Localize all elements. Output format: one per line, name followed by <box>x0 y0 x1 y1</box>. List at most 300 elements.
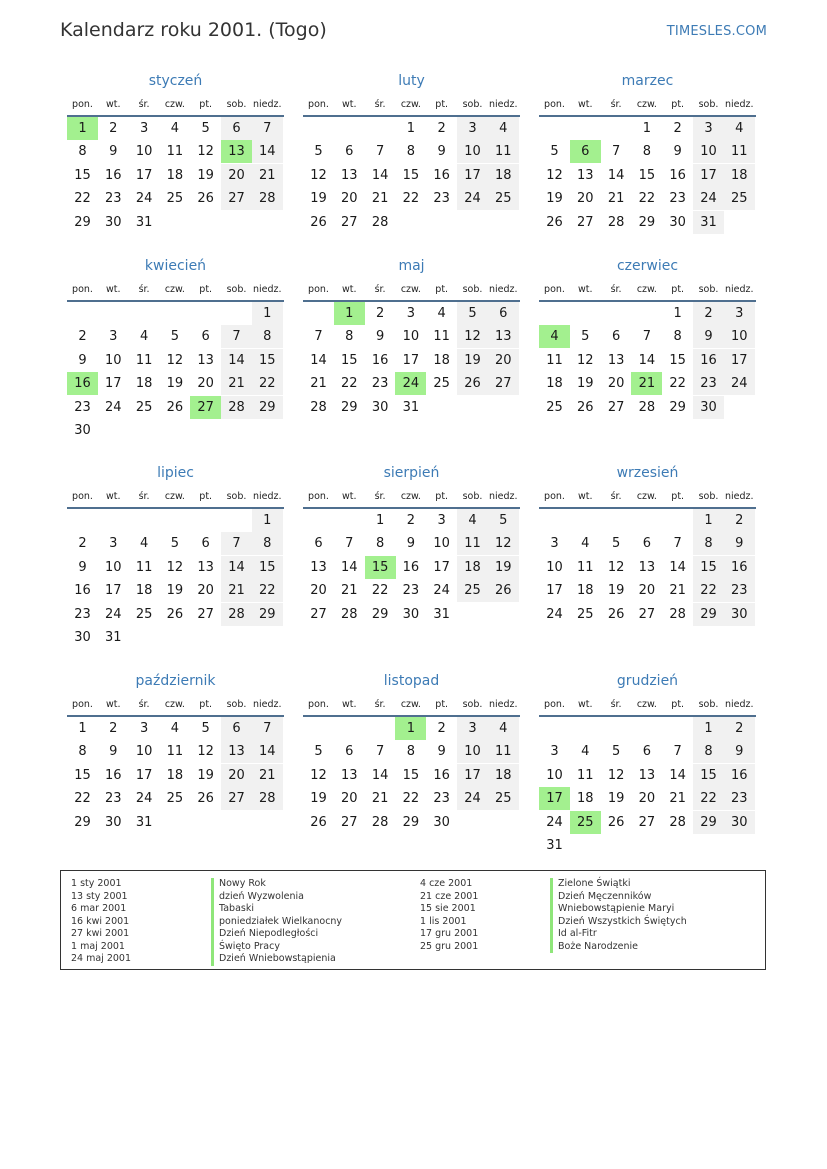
day-cell: 27 <box>577 214 594 230</box>
day-cell: 29 <box>371 606 389 622</box>
month-name: styczeń <box>148 73 203 89</box>
day-cell: 28 <box>341 606 358 622</box>
day-cell: 29 <box>252 396 283 419</box>
day-cell: 24 <box>457 187 488 210</box>
day-cell: 13 <box>607 352 625 368</box>
day-cell: 21 <box>371 791 389 807</box>
day-cell: 12 <box>310 167 327 183</box>
day-cell: 15 <box>402 767 420 783</box>
day-cell: 12 <box>166 352 184 368</box>
day-cell: 23 <box>724 579 755 602</box>
holiday-day-cell: 15 <box>365 556 396 579</box>
day-cell: 18 <box>724 164 755 187</box>
day-cell: 6 <box>221 117 252 140</box>
day-cell: 13 <box>341 767 358 783</box>
legend-holiday-name: Tabaski <box>211 903 342 916</box>
weekday-label: niedz. <box>725 284 754 295</box>
weekday-label: śr. <box>374 284 386 295</box>
day-cell: 16 <box>371 352 389 368</box>
day-cell: 8 <box>673 329 682 345</box>
weekday-label: śr. <box>138 699 150 710</box>
day-cell: 8 <box>693 532 724 555</box>
legend-holiday-name: Boże Narodzenie <box>550 941 687 954</box>
day-cell: 30 <box>74 630 91 645</box>
legend-holiday-name: poniedziałek Wielkanocny <box>211 916 342 929</box>
day-cell: 19 <box>607 583 625 599</box>
day-cell: 16 <box>105 767 122 783</box>
weekday-label: niedz. <box>725 491 754 502</box>
day-cell: 12 <box>310 767 327 783</box>
legend-holiday-name: Zielone Świątki <box>550 878 687 891</box>
day-cell: 24 <box>546 606 563 622</box>
weekday-label: pon. <box>544 284 565 295</box>
day-cell: 15 <box>74 767 91 783</box>
weekday-label: czw. <box>636 699 657 710</box>
day-cell: 30 <box>693 396 724 419</box>
weekday-label: sob. <box>226 491 247 502</box>
day-cell: 10 <box>457 140 488 163</box>
day-cell: 3 <box>457 717 488 740</box>
holiday-day-cell: 16 <box>67 372 98 395</box>
day-cell: 20 <box>488 349 519 372</box>
day-cell: 22 <box>74 791 91 807</box>
legend-holiday-date: 1 lis 2001 <box>420 915 467 927</box>
day-cell: 19 <box>310 191 327 207</box>
weekday-label: niedz. <box>253 284 282 295</box>
day-cell: 25 <box>488 187 519 210</box>
day-cell: 30 <box>105 214 122 230</box>
legend-holiday-date: 13 sty 2001 <box>71 890 128 902</box>
weekday-label: pt. <box>671 284 685 295</box>
weekday-label: sob. <box>698 491 719 502</box>
day-cell: 5 <box>457 302 488 325</box>
day-cell: 20 <box>197 376 214 392</box>
day-cell: 15 <box>693 764 724 787</box>
day-cell: 31 <box>433 606 450 622</box>
day-cell: 8 <box>375 536 385 552</box>
weekday-label: czw. <box>400 491 421 502</box>
day-cell: 9 <box>437 144 446 160</box>
day-cell: 23 <box>433 791 450 807</box>
day-cell: 20 <box>310 583 327 599</box>
weekday-label: śr. <box>374 491 386 502</box>
month-name: październik <box>135 673 216 689</box>
day-cell: 9 <box>375 329 385 345</box>
day-cell: 14 <box>607 167 625 183</box>
day-cell: 8 <box>78 144 87 160</box>
day-cell: 4 <box>488 117 519 140</box>
day-cell: 11 <box>488 140 519 163</box>
day-cell: 23 <box>74 399 91 415</box>
day-cell: 10 <box>135 744 153 760</box>
day-cell: 5 <box>201 121 210 136</box>
weekday-label: wt. <box>342 699 357 710</box>
day-cell: 1 <box>375 513 385 528</box>
day-cell: 26 <box>166 606 184 622</box>
day-cell: 10 <box>402 329 420 345</box>
day-cell: 2 <box>406 513 416 528</box>
day-cell: 19 <box>166 376 184 392</box>
day-cell: 14 <box>252 140 283 163</box>
weekday-label: czw. <box>164 699 185 710</box>
day-cell: 26 <box>197 191 214 207</box>
day-cell: 31 <box>546 838 563 853</box>
day-cell: 12 <box>488 532 519 555</box>
day-cell: 15 <box>74 167 91 183</box>
day-cell: 11 <box>166 144 184 160</box>
weekday-label: pon. <box>544 491 565 502</box>
weekday-label: sob. <box>226 99 247 110</box>
day-cell: 20 <box>221 164 252 187</box>
day-cell: 26 <box>166 399 184 415</box>
holiday-day-cell: 6 <box>570 140 601 163</box>
day-cell: 23 <box>402 583 420 599</box>
day-cell: 11 <box>724 140 755 163</box>
day-cell: 18 <box>135 583 153 599</box>
day-cell: 17 <box>433 559 450 575</box>
weekday-label: sob. <box>226 284 247 295</box>
legend-holiday-name: Dzień Niepodległości <box>211 928 342 941</box>
weekday-label: wt. <box>342 99 357 110</box>
weekday-label: pt. <box>199 491 213 502</box>
day-cell: 20 <box>638 791 656 807</box>
day-cell: 1 <box>406 121 416 136</box>
legend-holiday-date: 4 cze 2001 <box>420 878 473 889</box>
day-cell: 14 <box>371 167 389 183</box>
day-cell: 17 <box>402 352 420 368</box>
day-cell: 11 <box>577 767 594 783</box>
weekday-label: czw. <box>636 284 657 295</box>
day-cell: 12 <box>607 559 625 575</box>
day-cell: 21 <box>252 764 283 787</box>
day-cell: 6 <box>611 329 621 345</box>
day-cell: 26 <box>607 814 625 830</box>
day-cell: 27 <box>638 814 656 830</box>
day-cell: 26 <box>607 606 625 622</box>
day-cell: 24 <box>105 606 122 622</box>
day-cell: 6 <box>345 744 354 760</box>
day-cell: 7 <box>221 325 252 348</box>
day-cell: 30 <box>402 606 420 622</box>
day-cell: 16 <box>669 167 686 183</box>
day-cell: 31 <box>135 214 153 230</box>
day-cell: 14 <box>341 559 358 575</box>
day-cell: 15 <box>638 167 656 183</box>
day-cell: 31 <box>105 630 122 645</box>
day-cell: 3 <box>139 721 149 736</box>
weekday-label: wt. <box>106 699 121 710</box>
day-cell: 16 <box>402 559 420 575</box>
day-cell: 9 <box>693 325 724 348</box>
day-cell: 7 <box>673 744 682 760</box>
day-cell: 24 <box>546 814 563 830</box>
day-cell: 16 <box>105 167 122 183</box>
day-cell: 18 <box>488 164 519 187</box>
day-cell: 3 <box>139 121 149 136</box>
day-cell: 4 <box>581 744 590 760</box>
day-cell: 20 <box>341 191 358 207</box>
day-cell: 27 <box>197 606 214 622</box>
day-cell: 19 <box>577 376 594 392</box>
day-cell: 6 <box>221 717 252 740</box>
day-cell: 29 <box>402 814 420 830</box>
day-cell: 9 <box>673 144 682 160</box>
month-name: wrzesień <box>616 465 679 481</box>
day-cell: 24 <box>105 399 122 415</box>
legend-holiday-date: 24 maj 2001 <box>71 953 132 964</box>
day-cell: 8 <box>252 532 283 555</box>
brand-logo-text[interactable]: TIMESLES.COM <box>666 24 767 39</box>
day-cell: 20 <box>577 191 594 207</box>
day-cell: 21 <box>371 191 389 207</box>
day-cell: 29 <box>74 814 91 830</box>
day-cell: 10 <box>135 144 153 160</box>
weekday-label: niedz. <box>489 491 518 502</box>
day-cell: 3 <box>109 536 118 552</box>
weekday-label: pt. <box>199 699 213 710</box>
weekday-label: pt. <box>199 99 213 110</box>
day-cell: 29 <box>252 603 283 626</box>
month-name: kwiecień <box>144 258 207 274</box>
day-cell: 29 <box>669 399 686 415</box>
weekday-label: niedz. <box>253 99 282 110</box>
day-cell: 8 <box>345 329 354 345</box>
day-cell: 19 <box>457 349 488 372</box>
day-cell: 7 <box>345 536 354 552</box>
day-cell: 10 <box>433 536 450 552</box>
page-title: Kalendarz roku 2001. (Togo) <box>60 19 327 41</box>
month-name: marzec <box>621 73 674 89</box>
legend-holiday-date: 17 gru 2001 <box>420 928 479 939</box>
day-cell: 28 <box>252 787 283 810</box>
day-cell: 6 <box>201 329 210 345</box>
day-cell: 2 <box>109 121 118 136</box>
day-cell: 30 <box>74 423 91 438</box>
weekday-label: sob. <box>462 284 483 295</box>
day-cell: 8 <box>406 744 416 760</box>
holiday-legend <box>60 870 766 970</box>
day-cell: 10 <box>105 559 122 575</box>
day-cell: 7 <box>673 536 682 552</box>
day-cell: 4 <box>581 536 590 552</box>
day-cell: 8 <box>693 740 724 763</box>
day-cell: 16 <box>724 764 755 787</box>
legend-holiday-name: Święto Pracy <box>211 941 342 954</box>
legend-holiday-name: Id al-Fitr <box>550 928 687 941</box>
month-name: maj <box>398 258 425 274</box>
day-cell: 24 <box>433 583 450 599</box>
day-cell: 19 <box>197 767 214 783</box>
day-cell: 25 <box>433 376 450 392</box>
day-cell: 7 <box>611 144 621 160</box>
day-cell: 15 <box>252 349 283 372</box>
day-cell: 5 <box>201 721 210 736</box>
day-cell: 15 <box>693 556 724 579</box>
weekday-label: czw. <box>164 491 185 502</box>
day-cell: 10 <box>546 559 563 575</box>
day-cell: 17 <box>105 376 122 392</box>
day-cell: 24 <box>693 187 724 210</box>
day-cell: 9 <box>78 559 87 575</box>
legend-holiday-name: Dzień Wniebowstąpienia <box>211 953 342 966</box>
day-cell: 19 <box>310 791 327 807</box>
day-cell: 13 <box>638 559 656 575</box>
day-cell: 24 <box>135 791 153 807</box>
day-cell: 18 <box>577 791 594 807</box>
weekday-label: śr. <box>138 284 150 295</box>
day-cell: 4 <box>139 536 149 552</box>
day-cell: 1 <box>642 121 652 136</box>
holiday-day-cell: 13 <box>221 140 252 163</box>
day-cell: 13 <box>197 352 214 368</box>
weekday-label: sob. <box>462 99 483 110</box>
day-cell: 10 <box>105 352 122 368</box>
holiday-day-cell: 27 <box>190 396 221 419</box>
weekday-label: pt. <box>199 284 213 295</box>
month-name: listopad <box>383 673 440 689</box>
legend-holiday-name: Wniebowstąpienie Maryi <box>550 903 687 916</box>
month-name: lipiec <box>157 465 194 481</box>
day-cell: 2 <box>724 509 755 532</box>
legend-holiday-date: 6 mar 2001 <box>71 903 127 914</box>
day-cell: 20 <box>221 764 252 787</box>
day-cell: 1 <box>693 717 724 740</box>
day-cell: 18 <box>166 167 184 183</box>
day-cell: 26 <box>488 579 519 602</box>
day-cell: 19 <box>166 583 184 599</box>
day-cell: 28 <box>669 814 686 830</box>
weekday-label: pon. <box>72 99 93 110</box>
legend-holiday-date: 21 cze 2001 <box>420 890 479 902</box>
day-cell: 15 <box>402 167 420 183</box>
day-cell: 25 <box>488 787 519 810</box>
weekday-label: wt. <box>342 284 357 295</box>
day-cell: 1 <box>693 509 724 532</box>
day-cell: 5 <box>314 744 323 760</box>
day-cell: 29 <box>693 603 724 626</box>
day-cell: 1 <box>673 306 682 321</box>
day-cell: 3 <box>550 744 559 760</box>
weekday-label: śr. <box>374 99 386 110</box>
weekday-label: pt. <box>435 491 449 502</box>
day-cell: 14 <box>669 767 686 783</box>
day-cell: 18 <box>488 764 519 787</box>
day-cell: 9 <box>109 144 118 160</box>
weekday-label: sob. <box>698 699 719 710</box>
legend-holiday-date: 25 gru 2001 <box>420 940 479 952</box>
day-cell: 22 <box>252 372 283 395</box>
day-cell: 6 <box>642 744 652 760</box>
day-cell: 4 <box>488 717 519 740</box>
day-cell: 30 <box>433 814 450 830</box>
day-cell: 5 <box>314 144 323 160</box>
day-cell: 31 <box>693 211 724 234</box>
day-cell: 27 <box>221 787 252 810</box>
month-name: czerwiec <box>616 258 679 274</box>
legend-holiday-name: Nowy Rok <box>211 878 342 891</box>
day-cell: 2 <box>693 302 724 325</box>
day-cell: 2 <box>78 536 87 552</box>
day-cell: 24 <box>135 191 153 207</box>
day-cell: 5 <box>611 536 621 552</box>
day-cell: 1 <box>78 721 87 736</box>
day-cell: 25 <box>546 399 563 415</box>
legend-holiday-name: dzień Wyzwolenia <box>211 891 342 904</box>
day-cell: 28 <box>310 399 327 415</box>
day-cell: 21 <box>221 372 252 395</box>
day-cell: 15 <box>341 352 358 368</box>
day-cell: 11 <box>457 532 488 555</box>
day-cell: 6 <box>642 536 652 552</box>
day-cell: 15 <box>252 556 283 579</box>
day-cell: 4 <box>139 329 149 345</box>
weekday-label: pt. <box>435 284 449 295</box>
day-cell: 26 <box>546 214 563 230</box>
day-cell: 14 <box>252 740 283 763</box>
day-cell: 28 <box>221 396 252 419</box>
holiday-day-cell: 21 <box>631 372 662 395</box>
weekday-label: pt. <box>435 699 449 710</box>
weekday-label: pt. <box>671 99 685 110</box>
weekday-label: czw. <box>164 99 185 110</box>
day-cell: 18 <box>457 556 488 579</box>
weekday-label: pt. <box>435 99 449 110</box>
day-cell: 29 <box>638 214 656 230</box>
day-cell: 1 <box>252 302 283 325</box>
day-cell: 12 <box>166 559 184 575</box>
legend-left-dates <box>71 878 131 966</box>
day-cell: 7 <box>375 144 385 160</box>
day-cell: 10 <box>724 325 755 348</box>
weekday-label: śr. <box>610 699 622 710</box>
weekday-label: śr. <box>610 99 622 110</box>
day-cell: 4 <box>457 509 488 532</box>
day-cell: 18 <box>577 583 594 599</box>
legend-holiday-date: 16 kwi 2001 <box>71 915 130 927</box>
day-cell: 13 <box>341 167 358 183</box>
day-cell: 28 <box>607 214 625 230</box>
weekday-label: niedz. <box>489 284 518 295</box>
day-cell: 22 <box>252 579 283 602</box>
day-cell: 21 <box>341 583 358 599</box>
day-cell: 9 <box>78 352 87 368</box>
legend-holiday-name: Dzień Męczenników <box>550 891 687 904</box>
weekday-label: czw. <box>636 491 657 502</box>
day-cell: 3 <box>457 117 488 140</box>
day-cell: 19 <box>197 167 214 183</box>
weekday-label: śr. <box>138 99 150 110</box>
day-cell: 13 <box>638 767 656 783</box>
day-cell: 18 <box>433 352 450 368</box>
weekday-label: czw. <box>400 284 421 295</box>
day-cell: 5 <box>581 329 590 345</box>
day-cell: 17 <box>457 164 488 187</box>
day-cell: 3 <box>109 329 118 345</box>
day-cell: 4 <box>724 117 755 140</box>
weekday-label: pon. <box>544 699 565 710</box>
day-cell: 9 <box>724 740 755 763</box>
day-cell: 29 <box>74 214 91 230</box>
day-cell: 18 <box>166 767 184 783</box>
day-cell: 9 <box>406 536 416 552</box>
day-cell: 4 <box>170 721 180 736</box>
holiday-day-cell: 25 <box>570 811 601 834</box>
day-cell: 23 <box>433 191 450 207</box>
day-cell: 27 <box>341 214 358 230</box>
legend-holiday-date: 1 maj 2001 <box>71 940 125 952</box>
weekday-label: sob. <box>462 491 483 502</box>
day-cell: 25 <box>724 187 755 210</box>
